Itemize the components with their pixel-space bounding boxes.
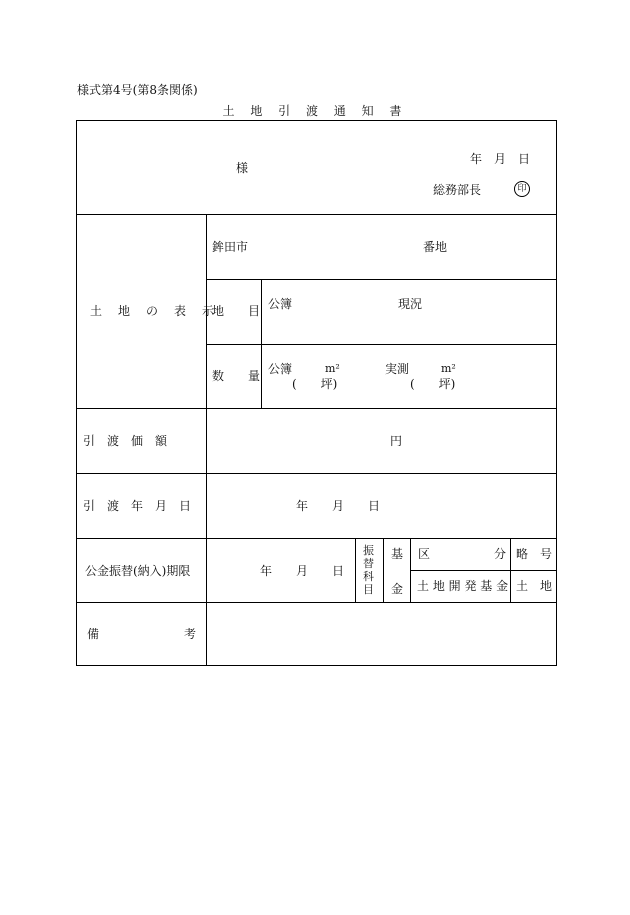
abbrev-label: 略 号 [516,547,553,561]
remarks-label-left: 備 [87,627,100,641]
tsubo-registry: ( 坪) [292,377,338,391]
column-divider [383,538,384,602]
row-divider [206,279,557,280]
form-number-label: 様式第4号(第8条関係) [77,83,198,97]
row-divider [76,473,557,474]
unit-sqm-registry: m² [325,362,340,375]
row-divider [410,570,557,571]
transfer-subject-char: 替 [363,557,374,570]
transfer-subject-char: 目 [363,583,374,596]
land-category-label: 地 目 [212,304,261,318]
transfer-subject-char: 振 [363,544,374,557]
unit-sqm-actual: m² [441,362,456,375]
land-display-label: 土 地 の 表 示 [90,304,217,318]
location-city: 鉾田市 [212,240,249,254]
row-divider [76,538,557,539]
location-number: 番地 [423,240,448,254]
quantity-registry: 公簿 [268,362,293,376]
fund-label-top: 基 [391,547,404,561]
category-registry: 公簿 [268,297,293,311]
transfer-subject-char: 科 [363,570,374,583]
division-label: 区 [418,547,431,561]
payment-deadline-value: 年 月 日 [260,564,345,578]
fund-label-bottom: 金 [391,582,404,596]
handover-date-label: 引 渡 年 月 日 [83,499,192,513]
quantity-label: 数 量 [212,369,261,383]
column-divider [510,538,511,602]
quantity-actual: 実測 [385,362,410,376]
seal-icon: 印 [514,181,530,197]
row-divider [76,408,557,409]
notice-date: 年 月 日 [470,152,531,166]
sender-title: 総務部長 [433,183,482,197]
column-divider [355,538,356,602]
handover-date-value: 年 月 日 [296,499,381,513]
row-divider [206,344,557,345]
document-title: 土 地 引 渡 通 知 書 [222,104,408,118]
price-unit: 円 [390,434,403,448]
row-divider [76,214,557,215]
addressee-suffix: 様 [236,161,249,175]
payment-deadline-label: 公金振替(納入)期限 [85,564,191,578]
division-label-end: 分 [494,547,507,561]
remarks-label-right: 考 [184,627,197,641]
column-divider [206,214,207,666]
fund-name: 土 地 開 発 基 金 [417,579,509,593]
category-current: 現況 [398,297,423,311]
column-divider [410,538,411,602]
column-divider [261,279,262,408]
price-label: 引 渡 価 額 [83,434,168,448]
abbrev-value: 土 地 [516,579,553,593]
tsubo-actual: ( 坪) [410,377,456,391]
row-divider [76,602,557,603]
